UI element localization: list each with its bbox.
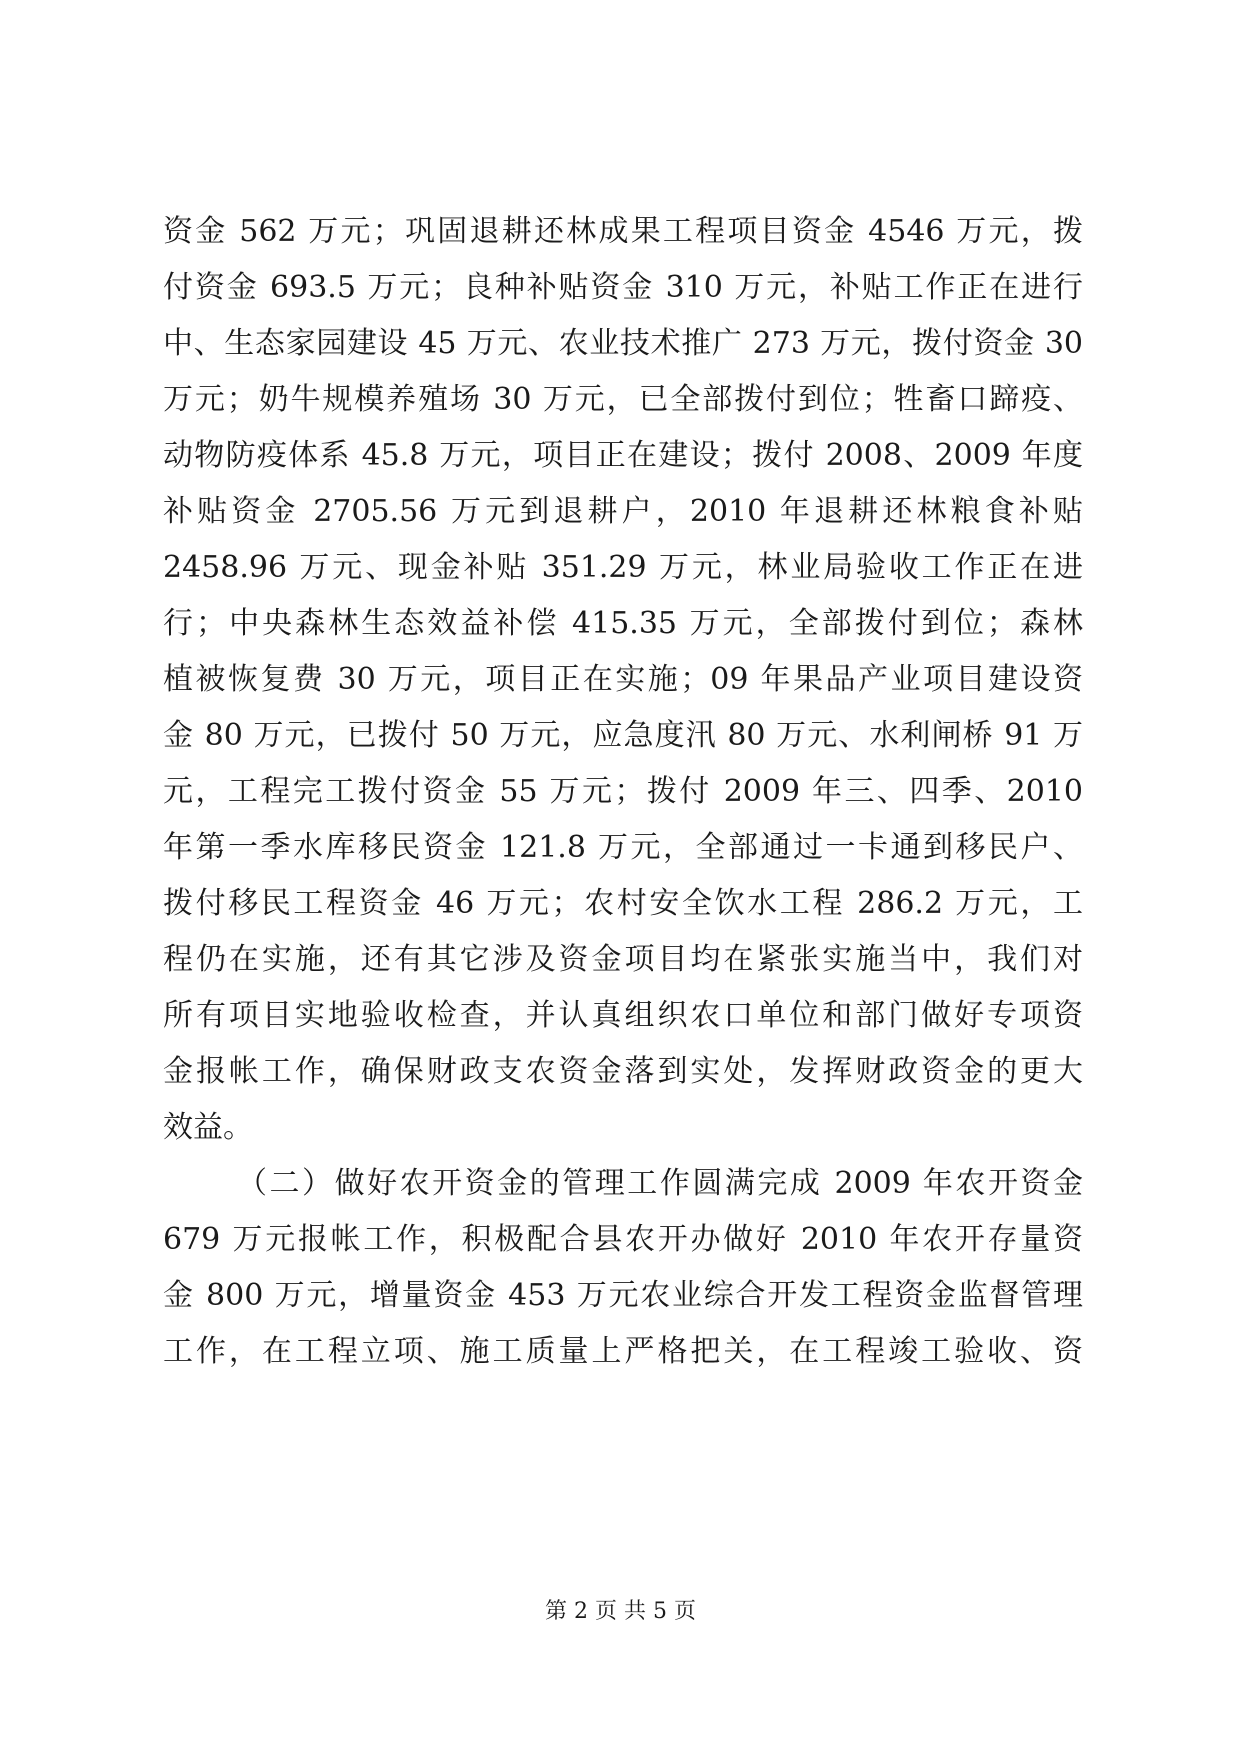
body-text-line: 补贴资金 2705.56 万元到退耕户，2010 年退耕还林粮食补贴 [163, 494, 1083, 529]
section-heading-line: （二）做好农开资金的管理工作圆满完成 2009 年农开资金 [237, 1166, 1083, 1201]
body-text-line: 行；中央森林生态效益补偿 415.35 万元，全部拨付到位；森林 [163, 606, 1083, 641]
body-text-line: 程仍在实施，还有其它涉及资金项目均在紧张实施当中，我们对 [163, 942, 1083, 977]
body-text-line: 植被恢复费 30 万元，项目正在实施；09 年果品产业项目建设资 [163, 662, 1083, 697]
body-text-line: 工作，在工程立项、施工质量上严格把关，在工程竣工验收、资 [163, 1334, 1083, 1369]
body-text-line: 动物防疫体系 45.8 万元，项目正在建设；拨付 2008、2009 年度 [163, 438, 1083, 473]
body-text-line: 金报帐工作，确保财政支农资金落到实处，发挥财政资金的更大 [163, 1054, 1083, 1089]
body-text-line: 万元；奶牛规模养殖场 30 万元，已全部拨付到位；牲畜口蹄疫、 [163, 382, 1083, 417]
body-text-line: 元，工程完工拨付资金 55 万元；拨付 2009 年三、四季、2010 [163, 774, 1083, 809]
body-text-line: 金 800 万元，增量资金 453 万元农业综合开发工程资金监督管理 [163, 1278, 1083, 1313]
page-number-footer: 第 2 页 共 5 页 [545, 1599, 696, 1624]
body-text-line: 资金 562 万元；巩固退耕还林成果工程项目资金 4546 万元，拨 [163, 214, 1083, 249]
body-text-line: 2458.96 万元、现金补贴 351.29 万元，林业局验收工作正在进 [163, 550, 1083, 585]
body-text-line: 拨付移民工程资金 46 万元；农村安全饮水工程 286.2 万元，工 [163, 886, 1083, 921]
body-text-line: 中、生态家园建设 45 万元、农业技术推广 273 万元，拨付资金 30 [163, 326, 1083, 361]
body-text-line: 所有项目实地验收检查，并认真组织农口单位和部门做好专项资 [163, 998, 1083, 1033]
body-text-line: 年第一季水库移民资金 121.8 万元，全部通过一卡通到移民户、 [163, 830, 1083, 865]
body-text-line: 付资金 693.5 万元；良种补贴资金 310 万元，补贴工作正在进行 [163, 270, 1083, 305]
body-text-line: 效益。 [163, 1110, 253, 1145]
body-text-line: 金 80 万元，已拨付 50 万元，应急度汛 80 万元、水利闸桥 91 万 [163, 718, 1083, 753]
body-text-line: 679 万元报帐工作，积极配合县农开办做好 2010 年农开存量资 [163, 1222, 1083, 1257]
